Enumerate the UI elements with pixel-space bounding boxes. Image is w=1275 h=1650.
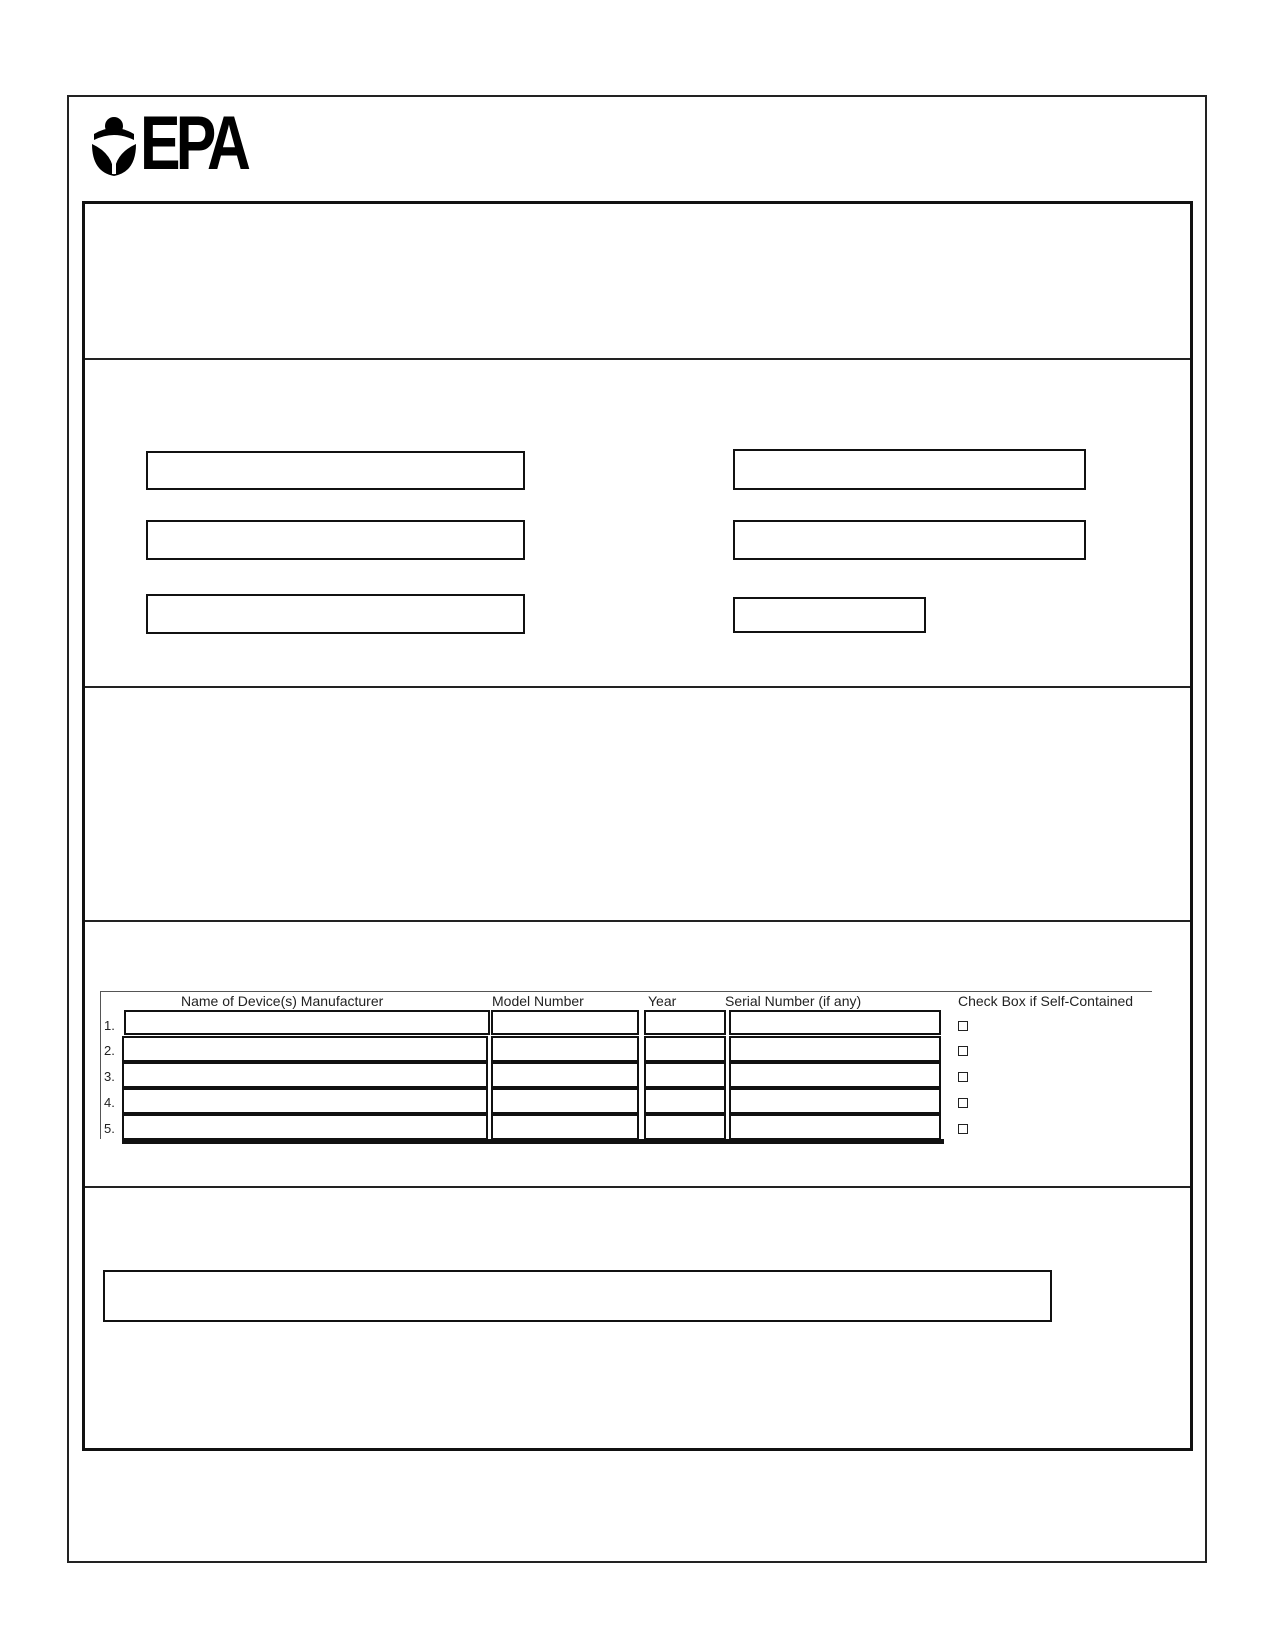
header-serial-number: Serial Number (if any) bbox=[725, 993, 862, 1009]
serial-cell-5[interactable] bbox=[729, 1114, 941, 1140]
manufacturer-cell-4[interactable] bbox=[122, 1088, 488, 1114]
form-field-left-1[interactable] bbox=[146, 451, 525, 490]
form-border bbox=[82, 201, 1193, 1451]
year-cell-4[interactable] bbox=[644, 1088, 726, 1114]
form-field-right-2[interactable] bbox=[733, 520, 1086, 560]
row-number: 3. bbox=[104, 1069, 115, 1084]
manufacturer-cell-5[interactable] bbox=[122, 1114, 488, 1140]
model-cell-5[interactable] bbox=[491, 1114, 639, 1140]
manufacturer-cell-2[interactable] bbox=[122, 1036, 488, 1062]
model-cell-1[interactable] bbox=[491, 1010, 639, 1035]
header-year: Year bbox=[648, 993, 677, 1009]
form-field-right-1[interactable] bbox=[733, 449, 1086, 490]
form-field-left-2[interactable] bbox=[146, 520, 525, 560]
serial-cell-3[interactable] bbox=[729, 1062, 941, 1088]
model-cell-3[interactable] bbox=[491, 1062, 639, 1088]
year-cell-5[interactable] bbox=[644, 1114, 726, 1140]
section-divider-4 bbox=[85, 1186, 1190, 1188]
table-left-rule bbox=[100, 991, 101, 1139]
year-cell-3[interactable] bbox=[644, 1062, 726, 1088]
serial-cell-2[interactable] bbox=[729, 1036, 941, 1062]
model-cell-4[interactable] bbox=[491, 1088, 639, 1114]
form-field-right-3[interactable] bbox=[733, 597, 926, 633]
table-bottom-rule bbox=[122, 1139, 944, 1144]
section-divider-1 bbox=[85, 358, 1190, 360]
serial-cell-4[interactable] bbox=[729, 1088, 941, 1114]
header-manufacturer: Name of Device(s) Manufacturer bbox=[181, 993, 384, 1009]
row-number: 4. bbox=[104, 1095, 115, 1110]
row-number: 2. bbox=[104, 1043, 115, 1058]
manufacturer-cell-1[interactable] bbox=[124, 1010, 490, 1035]
serial-cell-1[interactable] bbox=[729, 1010, 941, 1035]
epa-logo bbox=[88, 101, 253, 186]
header-self-contained: Check Box if Self-Contained bbox=[958, 993, 1134, 1009]
section-divider-2 bbox=[85, 686, 1190, 688]
section-divider-3 bbox=[85, 920, 1190, 922]
row-number: 1. bbox=[104, 1018, 115, 1033]
year-cell-1[interactable] bbox=[644, 1010, 726, 1035]
row-number: 5. bbox=[104, 1121, 115, 1136]
epa-logo-text: EPA bbox=[140, 101, 247, 186]
manufacturer-cell-3[interactable] bbox=[122, 1062, 488, 1088]
header-model-number: Model Number bbox=[492, 993, 584, 1009]
self-contained-checkbox-3[interactable] bbox=[958, 1072, 968, 1082]
form-field-left-3[interactable] bbox=[146, 594, 525, 634]
self-contained-checkbox-4[interactable] bbox=[958, 1098, 968, 1108]
form-field-wide[interactable] bbox=[103, 1270, 1052, 1322]
self-contained-checkbox-5[interactable] bbox=[958, 1124, 968, 1134]
epa-flower-icon bbox=[88, 114, 140, 180]
model-cell-2[interactable] bbox=[491, 1036, 639, 1062]
table-top-rule bbox=[100, 991, 1152, 992]
self-contained-checkbox-2[interactable] bbox=[958, 1046, 968, 1056]
year-cell-2[interactable] bbox=[644, 1036, 726, 1062]
self-contained-checkbox-1[interactable] bbox=[958, 1021, 968, 1031]
